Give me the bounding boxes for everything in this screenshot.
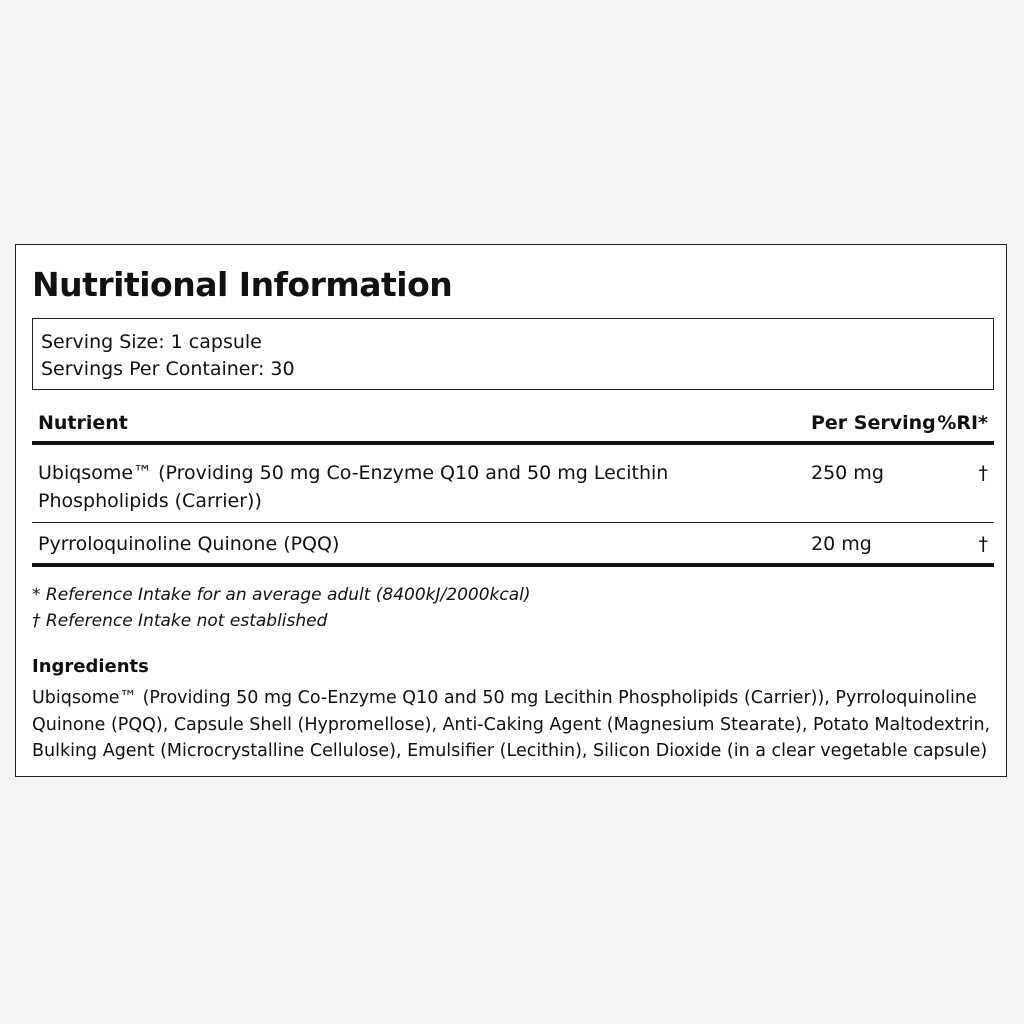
footnote-reference-intake: * Reference Intake for an average adult (8400kJ/2000kcal)	[32, 585, 531, 605]
servings-per-container: Servings Per Container: 30	[41, 358, 295, 380]
header-ri: %RI*	[937, 412, 988, 434]
header-per-serving: Per Serving	[811, 412, 936, 434]
nutrient-table	[32, 405, 994, 567]
nutrient-amount: 250 mg	[811, 462, 884, 484]
nutrition-panel	[15, 244, 1007, 777]
footnotes	[32, 582, 531, 634]
ingredients-heading: Ingredients	[32, 656, 149, 677]
serving-size: Serving Size: 1 capsule	[41, 331, 262, 353]
nutrient-name: Ubiqsome™ (Providing 50 mg Co-Enzyme Q10 and 50 mg Lecithin Phospholipids (Carrier))	[38, 462, 669, 512]
header-nutrient: Nutrient	[38, 412, 128, 434]
table-row	[32, 445, 994, 523]
nutrient-ri: †	[978, 533, 988, 555]
table-header	[32, 405, 994, 445]
page-title: Nutritional Information	[32, 265, 453, 304]
serving-info-box	[32, 318, 994, 390]
table-row	[32, 523, 994, 567]
footnote-not-established: † Reference Intake not established	[32, 611, 328, 631]
nutrient-amount: 20 mg	[811, 533, 872, 555]
nutrient-ri: †	[978, 462, 988, 484]
ingredients-text: Ubiqsome™ (Providing 50 mg Co-Enzyme Q10 and 50 mg Lecithin Phospholipids (Carrier)), Pyrroloquinoline Quinone (PQQ), Capsule Shell (Hypromellose), Anti-Caking Agent (Magnesium Stearate), Potato Maltodextrin, Bulking Agent (Microcrystalline Cellulose), Emulsifier (Lecithin), Silicon Dioxide (in a clear vegetable capsule)	[32, 688, 991, 761]
nutrient-name: Pyrroloquinoline Quinone (PQQ)	[38, 533, 340, 555]
